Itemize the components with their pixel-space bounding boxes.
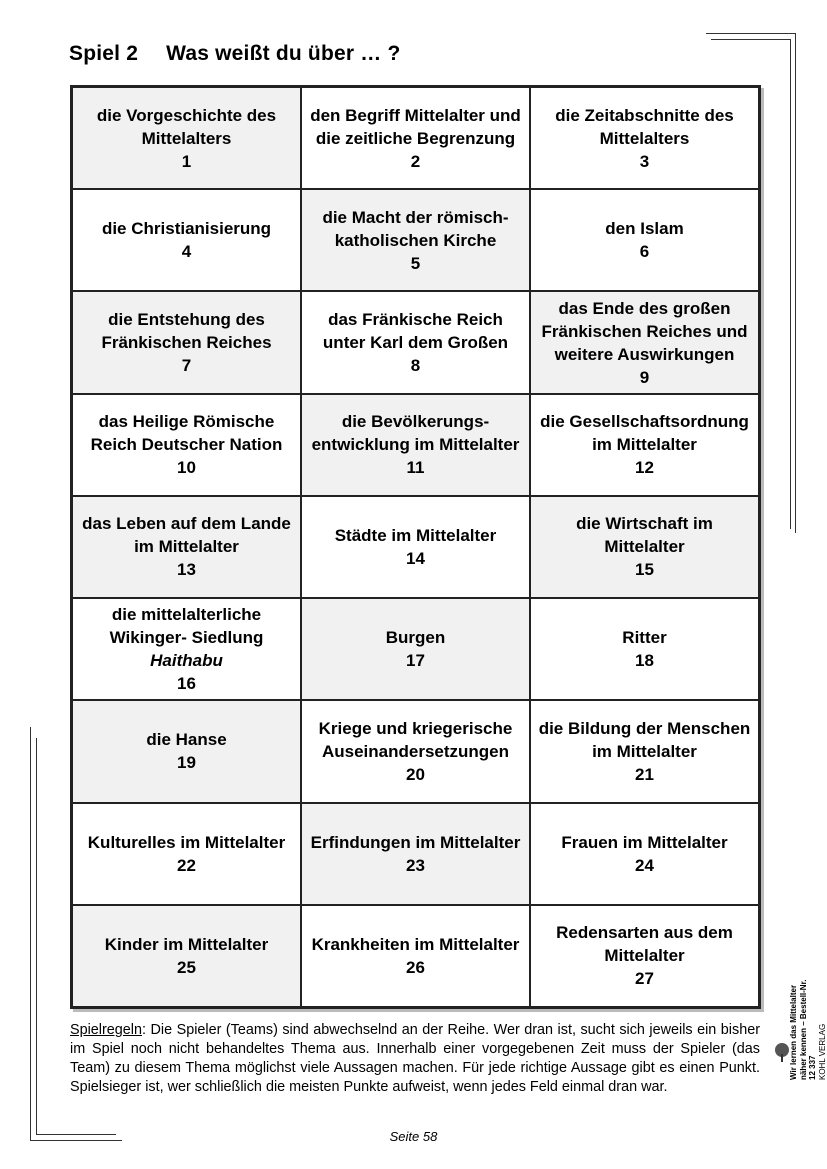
frame-top-line	[706, 33, 796, 34]
topic-cell-6	[530, 189, 759, 291]
topic-text-line: den Islam	[605, 219, 684, 239]
topic-text-line: Frauen im Mittelalter	[561, 832, 728, 852]
topic-cell-14	[301, 496, 530, 598]
topic-number: 6	[639, 242, 650, 262]
topic-text-line: die Gesellschaftsordnung	[540, 412, 749, 432]
topic-text-line: die mittelalterliche	[111, 605, 262, 625]
topic-cell-4	[72, 189, 301, 291]
topic-number: 27	[635, 969, 654, 989]
frame-left-line	[30, 727, 31, 1140]
topic-number: 13	[177, 560, 196, 580]
topic-cell-7	[72, 291, 301, 393]
page-title	[69, 42, 401, 66]
topic-number: 5	[410, 253, 421, 273]
topic-number: 14	[406, 548, 425, 568]
rules-text: : Die Spieler (Teams) sind abwechselnd an der Reihe. Wer dran ist, sucht sich jeweils ein bisher im Spiel noch nicht behandeltes Thema aus. Innerhalb einer vorgegebenen Zeit muss der Spieler (das Team) zu diesem Thema möglichst viele Aussagen machen. Für jede richtige Aussage gibt es einen Punkt. Spielsieger ist, wer schließlich die meisten Punkte aufweist, wenn jedes Feld einmal dran war.	[70, 1022, 760, 1095]
topic-text-line: das Ende des großen	[558, 298, 731, 318]
topic-text-line: die Bevölkerungs-	[341, 412, 490, 432]
topic-text-line: Mittelalter	[604, 537, 685, 557]
page-number: Seite 58	[389, 1129, 438, 1144]
topic-text-line: Burgen	[385, 628, 446, 648]
topic-cell-13	[72, 496, 301, 598]
topic-text-line: Redensarten aus dem	[556, 923, 733, 943]
topic-cell-24	[530, 803, 759, 905]
topic-text-line: die zeitliche Begrenzung	[315, 128, 516, 148]
topic-cell-5	[301, 189, 530, 291]
topic-grid	[70, 85, 761, 1009]
topic-number: 10	[177, 458, 196, 478]
topic-text-line: das Heilige Römische	[98, 412, 275, 432]
topic-cell-12	[530, 394, 759, 496]
topic-text-line: Ritter	[622, 628, 667, 648]
topic-text-line: die Christianisierung	[101, 219, 272, 239]
topic-text-italic: Haithabu	[150, 651, 223, 671]
topic-number: 7	[181, 356, 192, 376]
topic-cell-16	[72, 598, 301, 700]
topic-text-line: die Hanse	[146, 730, 227, 750]
topic-cell-21	[530, 700, 759, 802]
topic-number: 12	[635, 458, 654, 478]
topic-text-line: Mittelalter	[604, 946, 685, 966]
topic-text-line: Erfindungen im Mittelalter	[310, 832, 521, 852]
publisher-line-1: Wir lernen das Mittelalter	[789, 984, 798, 1080]
topic-number: 1	[181, 151, 192, 171]
topic-text-line: den Begriff Mittelalter und	[310, 105, 521, 125]
topic-number: 9	[639, 367, 650, 387]
topic-number: 25	[177, 957, 196, 977]
topic-text-line: im Mittelalter	[592, 741, 697, 761]
topic-cell-9	[530, 291, 759, 393]
topic-text-line: Fränkischen Reiches	[101, 333, 272, 353]
topic-text-line: Kriege und kriegerische	[318, 718, 513, 738]
publisher-info	[789, 970, 827, 1080]
topic-number: 3	[639, 151, 650, 171]
topic-cell-1	[72, 87, 301, 189]
topic-cell-18	[530, 598, 759, 700]
topic-cell-3	[530, 87, 759, 189]
publisher-line-2: näher kennen – Bestell-Nr. 12 337	[798, 979, 817, 1080]
game-question: Was weißt du über … ?	[166, 42, 401, 65]
frame-left-line-2	[36, 738, 37, 1135]
topic-number: 15	[635, 560, 654, 580]
topic-text-line: Reich Deutscher Nation	[90, 435, 283, 455]
topic-text-line: Mittelalters	[599, 128, 690, 148]
topic-number: 11	[406, 458, 425, 478]
topic-text-line: die Macht der römisch-	[322, 207, 509, 227]
topic-number: 21	[635, 764, 654, 784]
topic-cell-26	[301, 905, 530, 1007]
frame-right-line-2	[790, 39, 791, 529]
topic-text-line: das Fränkische Reich	[328, 310, 503, 330]
topic-cell-22	[72, 803, 301, 905]
topic-number: 19	[177, 753, 196, 773]
topic-text-line: das Leben auf dem Lande	[82, 514, 291, 534]
topic-text-line: im Mittelalter	[134, 537, 239, 557]
topic-number: 2	[410, 151, 421, 171]
topic-text-line: die Vorgeschichte des	[96, 105, 277, 125]
topic-cell-27	[530, 905, 759, 1007]
topic-cell-17	[301, 598, 530, 700]
topic-text-line: die Entstehung des	[108, 310, 265, 330]
topic-text-line: Kulturelles im Mittelalter	[87, 832, 286, 852]
topic-number: 22	[177, 855, 196, 875]
topic-number: 8	[410, 356, 421, 376]
topic-text-line: Auseinandersetzungen	[321, 741, 510, 761]
topic-text-line: weitere Auswirkungen	[554, 344, 735, 364]
topic-text-line: Kinder im Mittelalter	[104, 934, 269, 954]
game-label: Spiel 2	[69, 42, 139, 65]
topic-text-line: entwicklung im Mittelalter	[311, 435, 520, 455]
topic-text-line: Städte im Mittelalter	[334, 525, 497, 545]
topic-number: 17	[406, 651, 425, 671]
frame-right-line	[795, 33, 796, 533]
topic-text-line: Krankheiten im Mittelalter	[311, 934, 520, 954]
topic-number: 26	[406, 957, 425, 977]
topic-text-line: unter Karl dem Großen	[322, 333, 509, 353]
topic-cell-8	[301, 291, 530, 393]
topic-number: 24	[635, 855, 654, 875]
game-rules	[70, 1021, 760, 1097]
topic-cell-2	[301, 87, 530, 189]
topic-text-line: die Bildung der Menschen	[538, 718, 751, 738]
topic-cell-15	[530, 496, 759, 598]
topic-cell-11	[301, 394, 530, 496]
topic-text-line: Wikinger- Siedlung	[109, 628, 264, 648]
topic-cell-20	[301, 700, 530, 802]
topic-text-line: im Mittelalter	[592, 435, 697, 455]
topic-number: 4	[181, 242, 192, 262]
topic-text-line: Mittelalters	[141, 128, 232, 148]
frame-top-line-2	[711, 39, 791, 40]
topic-cell-23	[301, 803, 530, 905]
topic-number: 16	[177, 674, 196, 694]
publisher-name: KOHL VERLAG	[817, 1023, 827, 1080]
topic-number: 20	[406, 764, 425, 784]
topic-cell-25	[72, 905, 301, 1007]
rules-label: Spielregeln	[70, 1022, 143, 1038]
topic-text-line: die Zeitabschnitte des	[555, 105, 734, 125]
topic-cell-10	[72, 394, 301, 496]
topic-cell-19	[72, 700, 301, 802]
topic-text-line: katholischen Kirche	[334, 230, 497, 250]
topic-text-line: Fränkischen Reiches und	[541, 321, 748, 341]
topic-number: 23	[406, 855, 425, 875]
topic-number: 18	[635, 651, 654, 671]
topic-text-line: die Wirtschaft im	[576, 514, 713, 534]
